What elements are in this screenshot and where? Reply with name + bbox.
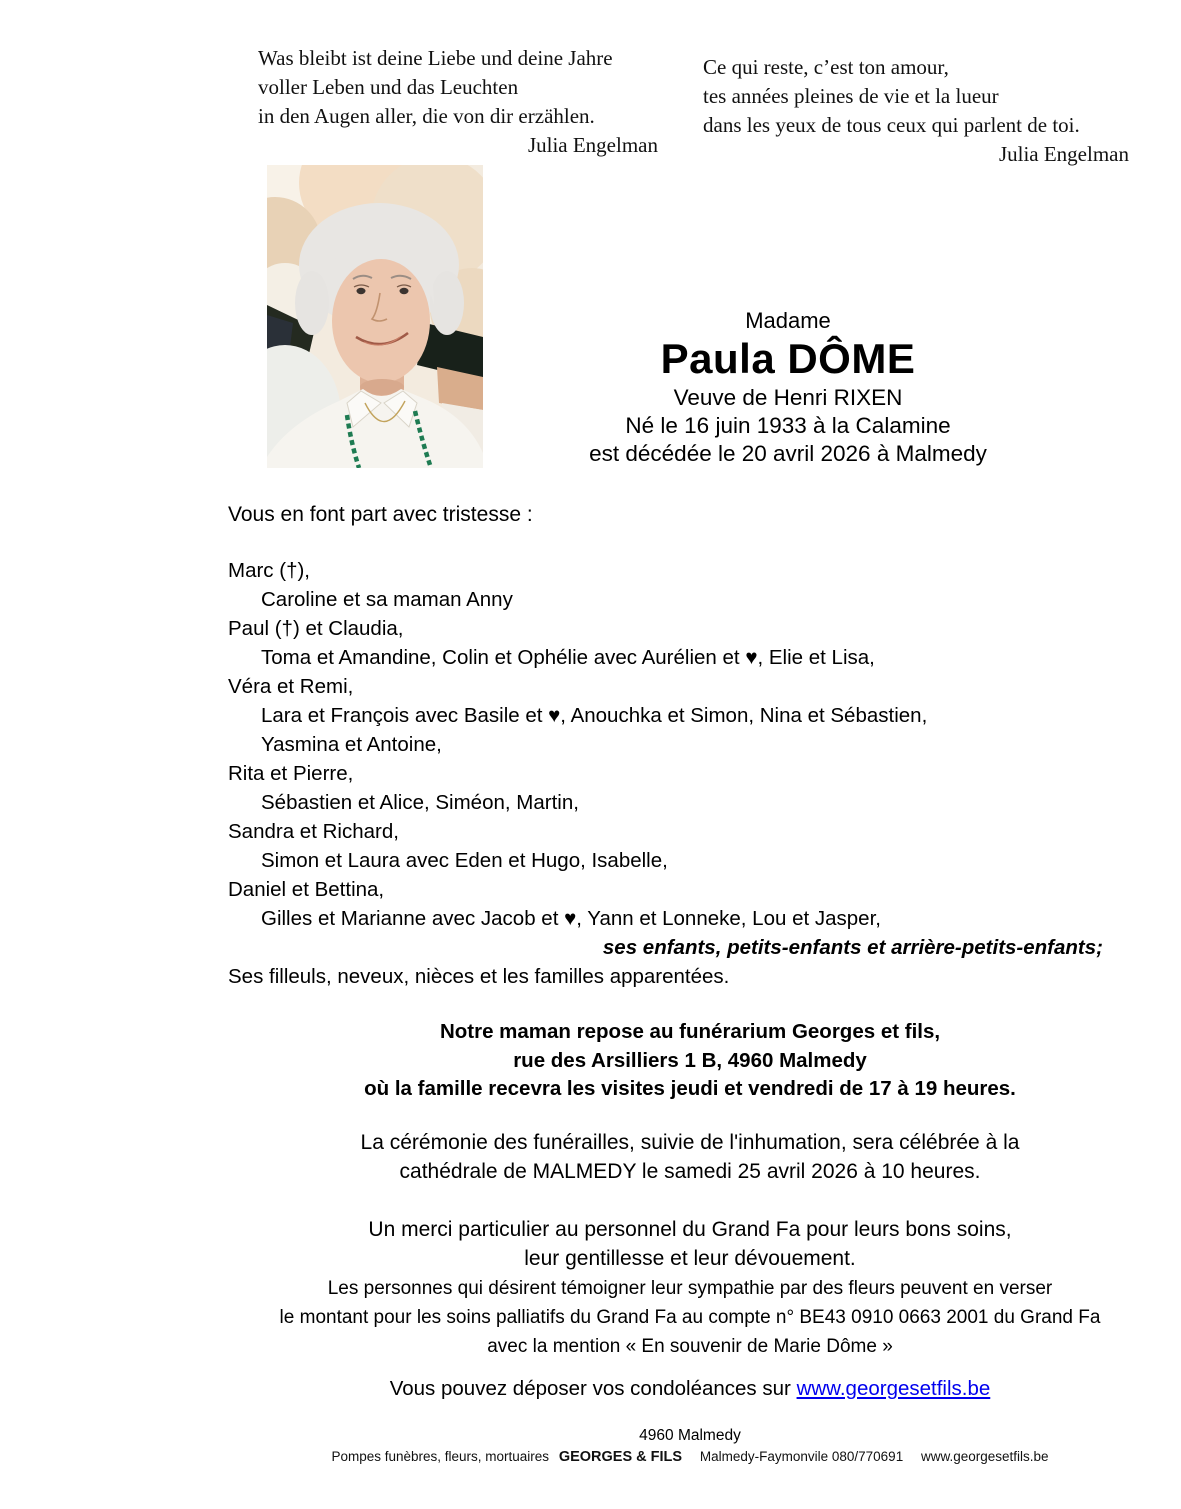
footer-website: www.georgesetfils.be — [920, 1449, 1049, 1464]
family-line: Paul (†) et Claudia, — [228, 617, 404, 640]
deceased-birth-line: Né le 16 juin 1933 à la Calamine — [625, 413, 951, 438]
family-line: Véra et Remi, — [228, 675, 354, 698]
quote-german-line-3: in den Augen aller, die von dir erzählen. — [258, 104, 595, 128]
flowers-line-2: le montant pour les soins palliatifs du Grand Fa au compte n° BE43 0910 0663 2001 du Grand Fa — [279, 1307, 1101, 1328]
flowers-line-1: Les personnes qui désirent témoigner leur sympathie par des fleurs peuvent en verser — [327, 1278, 1053, 1299]
quote-french-line-2: tes années pleines de vie et la lueur — [703, 84, 999, 108]
announcement-line: Vous en font part avec tristesse : — [228, 503, 533, 526]
ceremony-line-1: La cérémonie des funérailles, suivie de l'inhumation, sera célébrée à la — [360, 1131, 1020, 1154]
funeral-home-line-2: rue des Arsilliers 1 B, 4960 Malmedy — [513, 1048, 867, 1072]
family-line: Sandra et Richard, — [228, 820, 399, 843]
thanks-line-2: leur gentillesse et leur dévouement. — [524, 1246, 856, 1270]
quote-french — [703, 53, 1131, 169]
quote-german-line-1: Was bleibt ist deine Liebe und deine Jahre — [258, 46, 613, 70]
quote-german-line-2: voller Leben und das Leuchten — [258, 75, 519, 99]
family-line: Sébastien et Alice, Siméon, Martin, — [261, 791, 579, 814]
funeral-home-block — [205, 1018, 1175, 1104]
deceased-widow-line: Veuve de Henri RIXEN — [673, 385, 903, 410]
deceased-name: Paula DÔME — [660, 335, 916, 382]
funeral-home-line-1: Notre maman repose au funérarium Georges et fils, — [439, 1020, 941, 1043]
flowers-block — [205, 1274, 1175, 1361]
family-list — [228, 556, 1118, 991]
ceremony-line-2: cathédrale de MALMEDY le samedi 25 avril 2026 à 10 heures. — [399, 1159, 981, 1183]
footer-city: 4960 Malmedy — [639, 1427, 741, 1444]
family-line: Caroline et sa maman Anny — [261, 588, 513, 611]
family-line: Marc (†), — [228, 559, 310, 582]
family-line: Toma et Amandine, Colin et Ophélie avec Aurélien et ♥, Elie et Lisa, — [261, 646, 875, 669]
family-closing: Ses filleuls, neveux, nièces et les familles apparentées. — [228, 965, 730, 988]
deceased-title: Madame — [745, 308, 831, 333]
family-closing-italic: ses enfants, petits-enfants et arrière-petits-enfants; — [602, 936, 1103, 959]
footer-services: Pompes funèbres, fleurs, mortuaires — [331, 1449, 550, 1464]
quote-german — [258, 44, 660, 160]
flowers-line-3: avec la mention « En souvenir de Marie Dôme » — [487, 1336, 893, 1357]
condolences-text: Vous pouvez déposer vos condoléances sur — [389, 1377, 797, 1400]
family-line: Gilles et Marianne avec Jacob et ♥, Yann et Lonneke, Lou et Jasper, — [261, 907, 881, 930]
deceased-death-line: est décédée le 20 avril 2026 à Malmedy — [589, 441, 987, 466]
family-line: Daniel et Bettina, — [228, 878, 385, 901]
deceased-block — [553, 308, 1023, 468]
quote-french-line-3: dans les yeux de tous ceux qui parlent de toi. — [703, 113, 1080, 137]
thanks-line-1: Un merci particulier au personnel du Grand Fa pour leurs bons soins, — [368, 1218, 1012, 1241]
quote-french-line-1: Ce qui reste, c’est ton amour, — [703, 55, 949, 79]
portrait-photo — [267, 165, 483, 468]
funeral-home-line-3: où la famille recevra les visites jeudi et vendredi de 17 à 19 heures. — [364, 1077, 1016, 1100]
footer-brand: GEORGES & FILS — [558, 1449, 683, 1465]
footer-contact: Malmedy-Faymonvile 080/770691 — [699, 1449, 904, 1464]
ceremony-block — [205, 1129, 1175, 1186]
family-line: Rita et Pierre, — [228, 762, 354, 785]
portrait-photo-art — [267, 165, 483, 468]
family-line: Lara et François avec Basile et ♥, Anouchka et Simon, Nina et Sébastien, — [261, 704, 928, 727]
condolences-link[interactable]: www.georgesetfils.be — [796, 1377, 991, 1400]
quote-french-attribution: Julia Engelman — [998, 142, 1129, 166]
condolences-line — [205, 1377, 1175, 1401]
family-line: Yasmina et Antoine, — [261, 733, 442, 756]
family-line: Simon et Laura avec Eden et Hugo, Isabelle, — [261, 849, 668, 872]
quote-german-attribution: Julia Engelman — [527, 133, 658, 157]
thanks-block — [205, 1216, 1175, 1273]
footer-info — [205, 1449, 1175, 1465]
